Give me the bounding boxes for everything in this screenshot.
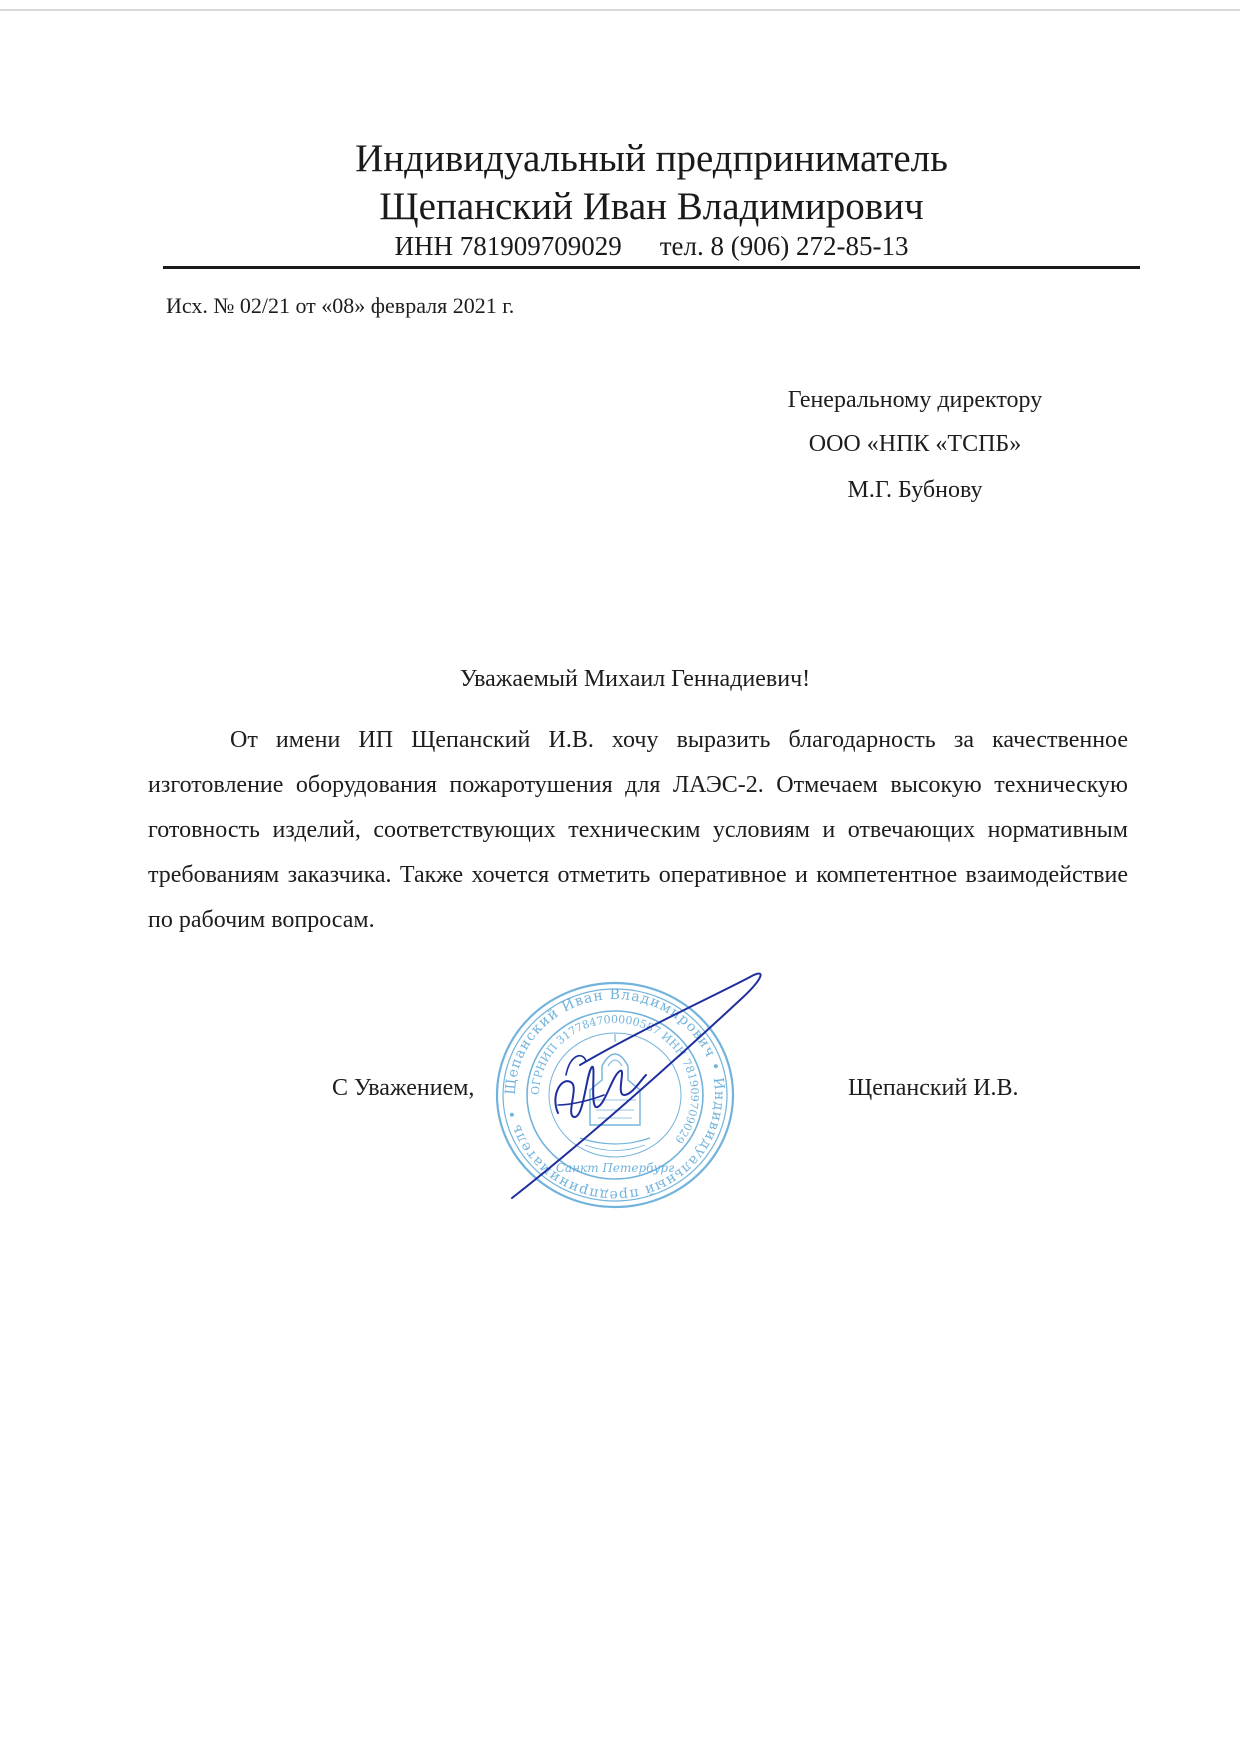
addressee-company: ООО «НПК «ТСПБ» [808, 431, 1022, 457]
outgoing-reference: Исх. № 02/21 от «08» февраля 2021 г. [166, 293, 515, 318]
stamp-inner-text: ОГРНИП 317784700000587 ИНН 781909709029 [528, 1012, 702, 1146]
letterhead-title: Индивидуальный предприниматель [355, 137, 948, 180]
signatory-name: Щепанский И.В. [848, 1075, 1019, 1101]
letterhead-name: Щепанский Иван Владимирович [379, 185, 924, 228]
salutation: Уважаемый Михаил Геннадиевич! [459, 666, 811, 692]
addressee-person: М.Г. Бубнову [847, 477, 983, 503]
letter-body: От имени ИП Щепанский И.В. хочу выразить благодарность за качественное изготовление оборудования пожаротушения для ЛАЭС-2. Отмечаем высокую техническую готовность изделий, соответствующих техническим условиям и отвечающих нормативным требованиям заказчика. Также хочется отметить оперативное и компетентное взаимодействие по рабочим вопросам. [148, 727, 1128, 933]
stamp-outer-text: Щепанский Иван Владимирович • Индивидуальный предприниматель • [502, 986, 728, 1204]
letterhead-phone: тел. 8 (906) 272-85-13 [659, 231, 909, 261]
scan-edge-line [0, 9, 1240, 11]
letterhead-inn: ИНН 781909709029 [394, 231, 622, 261]
letterhead-rule [163, 266, 1140, 269]
stamp-city: Санкт Петербург [555, 1161, 675, 1175]
letterhead-contacts [163, 230, 1140, 262]
addressee-position: Генеральному директору [787, 387, 1043, 413]
closing-regards: С Уважением, [332, 1075, 475, 1101]
handwritten-signature [500, 955, 800, 1205]
